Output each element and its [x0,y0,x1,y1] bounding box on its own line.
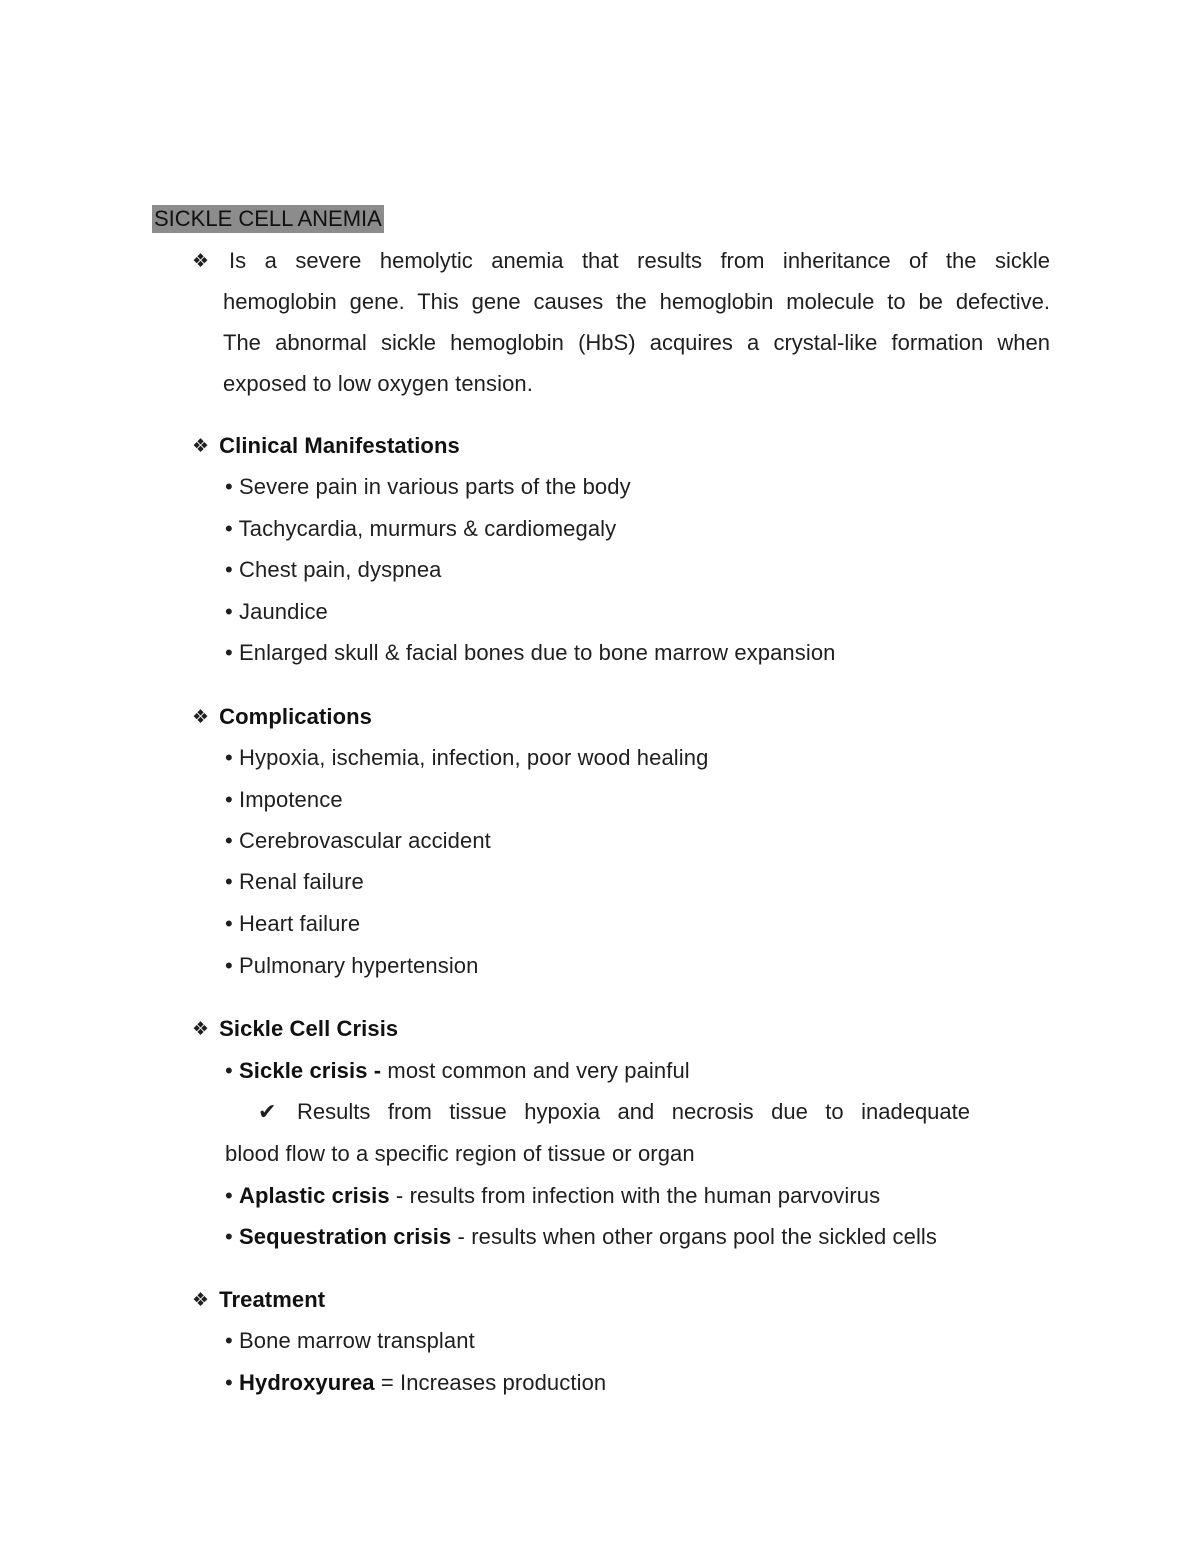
list-item-text: Bone marrow transplant [239,1328,475,1353]
diamond-bullet-icon: ❖ [192,1018,210,1040]
bullet-icon: • [225,516,233,541]
check-row [258,1098,297,1127]
list-item [225,786,343,814]
list-item [225,952,478,980]
list-item [225,1223,937,1251]
clinical-heading [192,432,460,461]
bullet-icon: • [225,1183,233,1208]
list-item [225,744,708,772]
bullet-icon: • [225,787,233,812]
list-item [225,1182,880,1210]
list-item [225,1369,606,1397]
aplastic-crisis-desc: - results from infection with the human parvovirus [389,1183,881,1208]
bullet-icon: • [225,953,233,978]
list-item-text: Heart failure [239,911,361,936]
complications-heading-label: Complications [219,704,373,729]
hydroxyurea-desc: = Increases production [374,1370,607,1395]
diamond-bullet-icon: ❖ [192,250,210,272]
page-title: SICKLE CELL ANEMIA [154,206,382,231]
diamond-bullet-icon: ❖ [192,435,210,457]
sickle-crisis-term: Sickle crisis - [239,1058,382,1083]
aplastic-crisis-term: Aplastic crisis [239,1183,390,1208]
list-item-text: Jaundice [239,599,328,624]
diamond-bullet-icon: ❖ [192,706,210,728]
list-item [225,1057,690,1085]
intro-line-4: exposed to low oxygen tension. [223,371,533,396]
treatment-heading [192,1286,325,1315]
intro-line-1: Is a severe hemolytic anemia that results from inheritance of the sickle [229,248,1050,273]
list-item-text: Pulmonary hypertension [239,953,479,978]
list-item-text: Impotence [239,787,343,812]
list-item-text: Chest pain, dyspnea [239,557,442,582]
sickle-crisis-sub-line-2: blood flow to a specific region of tissue or organ [225,1141,695,1166]
treatment-heading-label: Treatment [219,1287,326,1312]
list-item [225,827,491,855]
sickle-crisis-desc: most common and very painful [381,1058,690,1083]
list-item-text: Severe pain in various parts of the body [239,474,631,499]
list-item [225,1327,475,1355]
bullet-icon: • [225,640,233,665]
bullet-icon: • [225,828,233,853]
list-item [225,556,442,584]
clinical-heading-label: Clinical Manifestations [219,433,460,458]
list-item [225,868,364,896]
hydroxyurea-term: Hydroxyurea [239,1370,375,1395]
list-item [225,515,616,543]
sickle-crisis-sub-line-1: Results from tissue hypoxia and necrosis due to inadequate [297,1099,970,1124]
list-item-text: Hypoxia, ischemia, infection, poor wood healing [239,745,709,770]
list-item [225,598,328,626]
crisis-heading-label: Sickle Cell Crisis [219,1016,399,1041]
sequestration-crisis-desc: - results when other organs pool the sickled cells [451,1224,938,1249]
crisis-heading [192,1015,398,1044]
bullet-icon: • [225,745,233,770]
complications-heading [192,703,372,732]
bullet-icon: • [225,1370,233,1395]
list-item-text: Enlarged skull & facial bones due to bone marrow expansion [239,640,836,665]
bullet-icon: • [225,911,233,936]
bullet-icon: • [225,1328,233,1353]
intro-line-2: hemoglobin gene. This gene causes the hemoglobin molecule to be defective. [223,289,1050,314]
list-item [225,910,360,938]
list-item [225,639,836,667]
intro-line-3: The abnormal sickle hemoglobin (HbS) acquires a crystal-like formation when [223,330,1050,355]
bullet-icon: • [225,1224,233,1249]
checkmark-icon: ✔ [258,1100,277,1125]
bullet-icon: • [225,1058,233,1083]
list-item-text: Cerebrovascular accident [239,828,491,853]
bullet-icon: • [225,474,233,499]
diamond-bullet-icon: ❖ [192,1289,210,1311]
bullet-icon: • [225,599,233,624]
list-item-text: Renal failure [239,869,364,894]
list-item [225,473,631,501]
bullet-icon: • [225,869,233,894]
list-item-text: Tachycardia, murmurs & cardiomegaly [238,516,617,541]
sequestration-crisis-term: Sequestration crisis [239,1224,452,1249]
bullet-icon: • [225,557,233,582]
